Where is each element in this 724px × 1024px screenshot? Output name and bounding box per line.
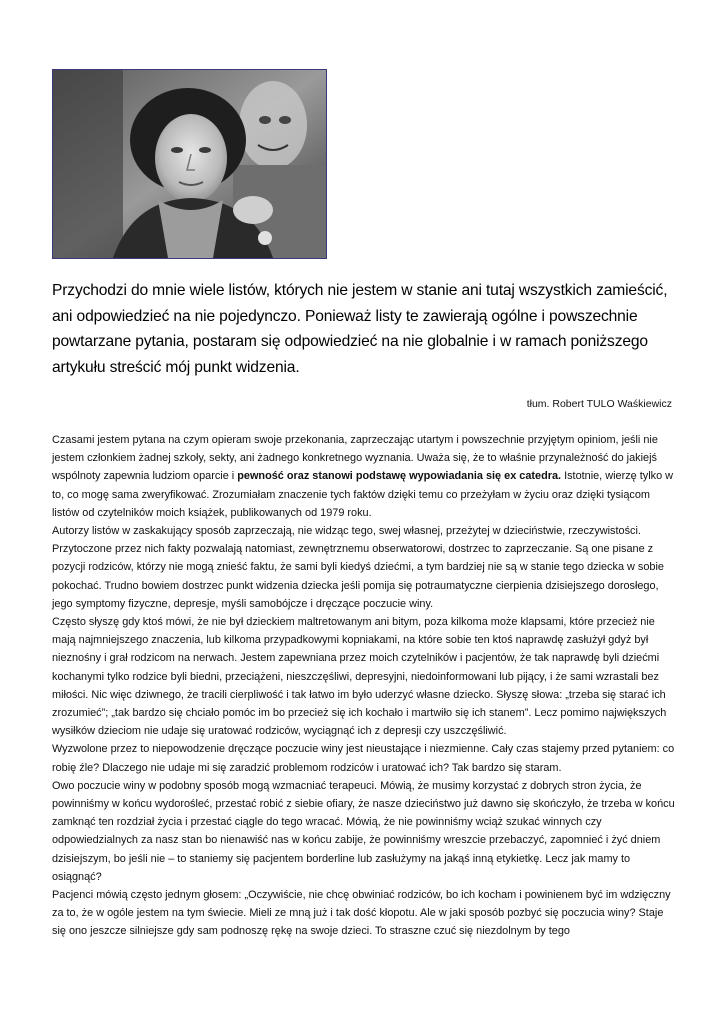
article-body: [52, 431, 677, 941]
paragraph: Wyzwolone przez to niepowodzenie dręczące poczucie winy jest nieustające i niezmienne. Cały czas stajemy przed pytaniem: co robię źle? Dlaczego nie udaje mi się zaradzić problemom rodziców i uratować ich? Tak bardzo się staram.: [52, 743, 675, 774]
intro-paragraph: Przychodzi do mnie wiele listów, których nie jestem w stanie ani tutaj wszystkich zamieścić, ani odpowiedzieć na nie pojedynczo. Ponieważ listy te zawierają ogólne i powszechnie powtarzane pytania, postaram się odpowiedzieć na nie globalnie i w ramach poniższego artykułu streścić mój punkt widzenia.: [52, 282, 668, 376]
paragraph: Autorzy listów w zaskakujący sposób zaprzeczają, nie widząc tego, swej własnej, przeżytej w dzieciństwie, rzeczywistości. Przytoczone przez nich fakty pozwalają natomiast, zewnętrznemu obserwatorowi, dostrzec to zaprzeczanie. Są one pisane z pozycji rodziców, którzy nie mogą znieść faktu, że sami byli kiedyś dziećmi, a tym bardziej nie są w stanie tego dziecka w sobie pokochać. Trudno bowiem dostrzec punkt widzenia dziecka jeśli pomija się potraumatyczne cierpienia dzisiejszego dorosłego, jego symptomy fizyczne, depresje, myśli samobójcze i dręczące poczucie winy.: [52, 525, 664, 610]
paragraph: Pacjenci mówią często jednym głosem: „Oczywiście, nie chcę obwiniać rodziców, bo ich kocham i powinienem być im wdzięczny za to, że w ogóle jestem na tym świecie. Mieli ze mną już i tak dość kłopotu. Ale w jaki sposób pozbyć się poczucia winy? Staje się ono jeszcze silniejsze gdy sam podnoszę rękę na swoje dzieci. To straszne czuć się niezdolnym by tego: [52, 889, 671, 938]
paragraph: Owo poczucie winy w podobny sposób mogą wzmacniać terapeuci. Mówią, że musimy korzystać z dobrych stron życia, że powinniśmy w końcu wydorośleć, przestać robić z siebie ofiary, że nasze dzieciństwo już dawno się skończyło, że trzeba w końcu zamknąć ten rozdział życia i przestać ciągle do tego wracać. Mówią, że nie powinniśmy wciąż szukać winnych czy odpowiedzialnych za nasz stan bo nienawiść nas w końcu zabije, że powinniśmy wreszcie przebaczyć, zapomnieć i żyć dniem dzisiejszym, bo jeśli nie – to staniemy się pacjentem borderline lub zasłużymy na jakąś inną etykietkę. Lecz jak mamy to osiągnąć?: [52, 779, 675, 883]
paragraph: Często słyszę gdy ktoś mówi, że nie był dzieckiem maltretowanym ani bitym, poza kilkoma może klapsami, które przecież nie mają najmniejszego znaczenia, lub kilkoma przypadkowymi kopniakami, na które sobie ten ktoś naprawdę zasłużył gdyż był nieznośny i grał rodzicom na nerwach. Jestem zapewniana przez moich czytelników i pacjentów, że tak naprawdę byli dziećmi kochanymi tylko rodzice byli biedni, przeciążeni, nieszczęśliwi, depresyjni, niedoinformowani lub pijący, i że sami wzrastali bez miłości. Nic więc dziwnego, że tracili cierpliwość i tak łatwo im było uderzyć własne dziecko. Słyszę słowa: „trzeba się starać ich zrozumieć”; „tak bardzo się chciało pomóc im bo przecież się ich kochało i martwiło się ich stanem”. Lecz pomimo największych wysiłków dzieciom nie udaje się uratować rodziców, wyciągnąć ich z depresji czy uszczęśliwić.: [52, 616, 667, 738]
portrait-photo: [52, 69, 327, 259]
translator-credit: tłum. Robert TULO Waśkiewicz: [526, 398, 672, 410]
paragraph: Czasami jestem pytana na czym opieram swoje przekonania, zaprzeczając utartym i powszechnie przyjętym opiniom, jeśli nie jestem członkiem żadnej szkoły, sekty, ani żadnego konkretnego wyznania. Uważa się, że to właśnie przynależność do jakiejś wspólnoty zapewnia ludziom oparcie i pewność oraz stanowi podstawę wypowiadania się ex catedra. Istotnie, wierzę tylko w to, co mogę sama zweryfikować. Zrozumiałam znaczenie tych faktów dzięki temu co przeżyłam w życiu oraz dzięki tysiącom listów od czytelników moich książek, publikowanych od 1979 roku.: [52, 434, 674, 519]
